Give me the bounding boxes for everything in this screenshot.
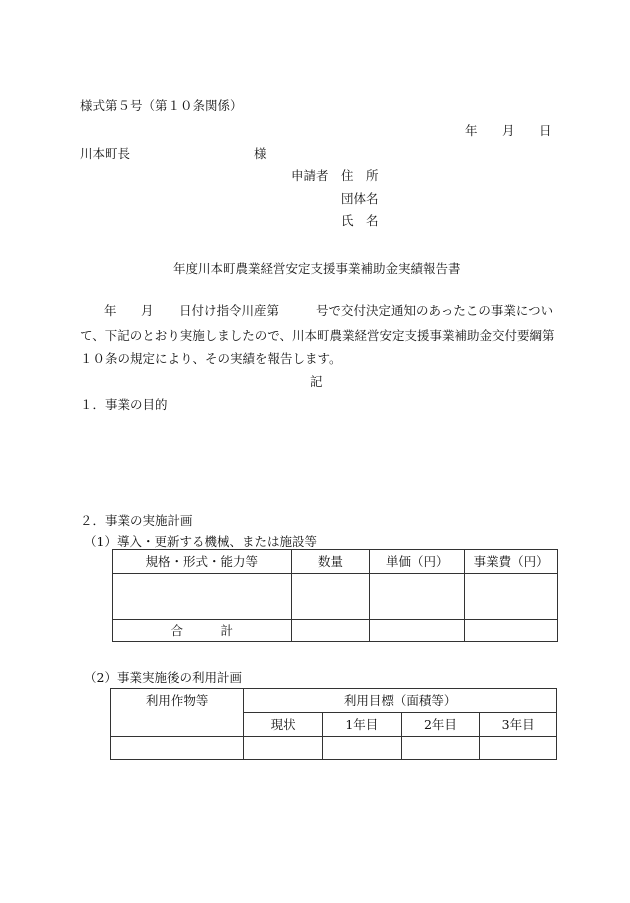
para-month: 月 xyxy=(141,303,154,318)
header-spec: 規格・形式・能力等 xyxy=(113,550,292,574)
para-line2: て、下記のとおり実施しましたので、川本町農業経営安定支援事業補助金交付要綱第 xyxy=(80,328,555,343)
header-current: 現状 xyxy=(244,713,323,737)
header-year1: 1年目 xyxy=(323,713,402,737)
para-line1-end: 号で交付決定通知のあったこの事業につい xyxy=(316,303,554,318)
header-project-cost: 事業費（円） xyxy=(465,550,558,574)
para-line3: １０条の規定により、その実績を報告します。 xyxy=(80,351,342,366)
header-crop: 利用作物等 xyxy=(111,689,244,737)
header-year2: 2年目 xyxy=(401,713,480,737)
applicant-label: 申請者 xyxy=(291,168,329,183)
date-day: 日 xyxy=(539,123,552,138)
applicant-group-label: 団体名 xyxy=(341,191,379,206)
crop-cell[interactable] xyxy=(111,737,244,760)
header-year3: 3年目 xyxy=(480,713,557,737)
sub2-heading: （2）事業実施後の利用計画 xyxy=(84,670,242,685)
quantity-cell[interactable] xyxy=(291,574,370,620)
usage-plan-table xyxy=(110,688,557,760)
header-quantity: 数量 xyxy=(291,550,370,574)
total-unit-price-cell[interactable] xyxy=(370,620,465,642)
para-directive: 日付け指令川産第 xyxy=(179,303,280,318)
date-month: 月 xyxy=(502,123,515,138)
date-year: 年 xyxy=(465,123,478,138)
total-quantity-cell[interactable] xyxy=(291,620,370,642)
total-cost-cell[interactable] xyxy=(465,620,558,642)
ki-mark: 記 xyxy=(310,374,323,389)
applicant-name-label: 氏 名 xyxy=(341,213,379,228)
sub1-heading: （1）導入・更新する機械、または施設等 xyxy=(84,534,317,549)
current-cell[interactable] xyxy=(244,737,323,760)
equipment-table xyxy=(112,549,558,642)
para-year: 年 xyxy=(104,303,117,318)
form-number: 様式第５号（第１０条関係） xyxy=(80,98,243,113)
project-cost-cell[interactable] xyxy=(465,574,558,620)
total-label: 合 計 xyxy=(113,620,292,642)
year3-cell[interactable] xyxy=(480,737,557,760)
applicant-address-label: 住 所 xyxy=(341,168,379,183)
addressee-name: 川本町長 xyxy=(80,146,131,161)
spec-cell[interactable] xyxy=(113,574,292,620)
addressee-honorific: 様 xyxy=(254,146,267,161)
year1-cell[interactable] xyxy=(323,737,402,760)
header-usage-target: 利用目標（面積等） xyxy=(244,689,557,713)
document-title: 年度川本町農業経営安定支援事業補助金実績報告書 xyxy=(173,261,461,276)
year2-cell[interactable] xyxy=(401,737,480,760)
header-unit-price: 単価（円） xyxy=(370,550,465,574)
section1-heading: １．事業の目的 xyxy=(80,397,168,412)
unit-price-cell[interactable] xyxy=(370,574,465,620)
section2-heading: ２．事業の実施計画 xyxy=(80,513,193,528)
